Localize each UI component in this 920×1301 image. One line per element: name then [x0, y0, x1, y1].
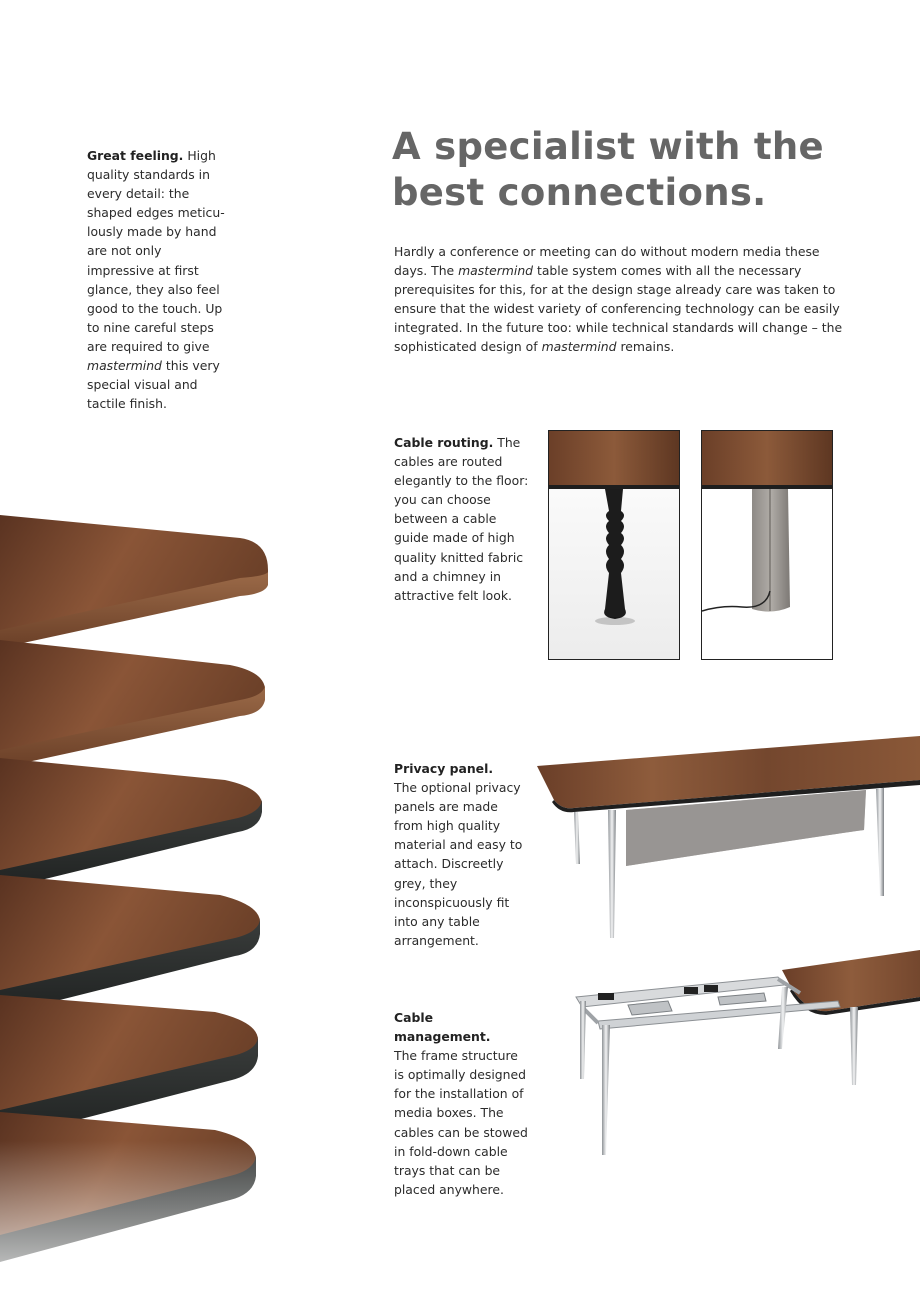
body-text-1: Hardly a conference or meeting can do without modern media these days. The	[394, 244, 820, 279]
cable-routing-caption	[394, 433, 529, 605]
body-paragraph	[394, 242, 854, 357]
body-product-name-2: mastermind	[541, 339, 617, 355]
privacy-panel-caption	[394, 759, 524, 950]
cable-guide-knitted-photo	[548, 430, 680, 660]
intro-paragraph	[87, 146, 227, 413]
body-text-2: table system comes with all the necessary prerequisites for this, for at the design stage already care was taken to ensure that the widest variety of conferencing technology can be easily integrated. In the future too: while technical standards will change – the sophisticated design of	[394, 263, 843, 355]
cable-routing-text: The cables are routed elegantly to the floor: you can choose between a cable guide made of high quality knitted fabric and a chimney in attractive felt look.	[394, 435, 529, 603]
intro-lead: Great feeling.	[87, 148, 184, 163]
cable-management-caption	[394, 1008, 529, 1199]
cable-management-lead: Cable management.	[394, 1010, 491, 1045]
cable-chimney-felt-photo	[701, 430, 833, 660]
stacked-tabletops-photo	[0, 500, 280, 1301]
privacy-panel-table-photo	[534, 730, 920, 945]
privacy-panel-lead: Privacy panel.	[394, 761, 494, 776]
page-headline: A specialist with the best connections.	[392, 125, 824, 214]
privacy-panel-text: The optional privacy panels are made from high quality material and easy to attach. Discreetly grey, they inconspicuously fit into any table arrangement.	[394, 780, 523, 948]
cable-management-frame-photo	[568, 945, 920, 1160]
intro-product-name: mastermind	[87, 358, 162, 374]
cable-routing-lead: Cable routing.	[394, 435, 494, 450]
body-text-3: remains.	[616, 339, 675, 355]
body-product-name-1: mastermind	[458, 263, 534, 279]
intro-text-end: this very special visual and tactile finish.	[87, 358, 220, 412]
cable-management-text: The frame structure is optimally designed for the installation of media boxes. The cables can be stowed in fold-down cable trays that can be placed anywhere.	[394, 1048, 528, 1197]
intro-text: High quality standards in every detail: the shaped edges meticu-lously made by hand are not only impressive at first glance, they also feel good to the touch. Up to nine careful steps are required to give	[87, 148, 225, 354]
